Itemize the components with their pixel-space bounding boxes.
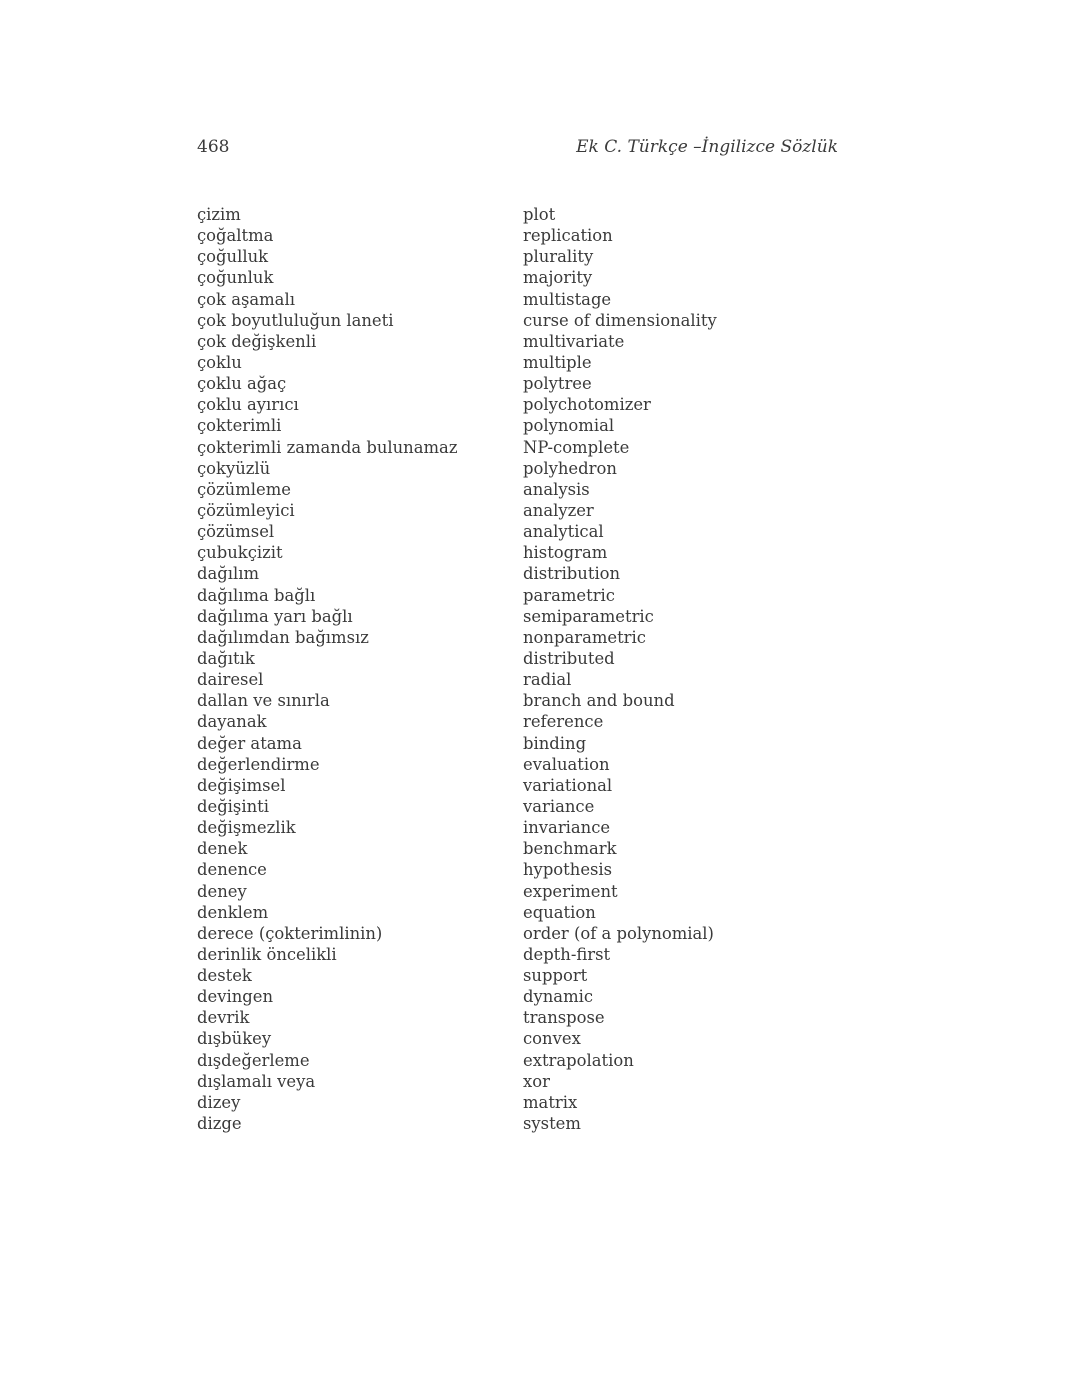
turkish-term: değişinti <box>197 796 269 816</box>
english-term: analysis <box>523 479 590 499</box>
glossary-entry <box>197 563 837 584</box>
english-term: polynomial <box>523 416 615 436</box>
turkish-term: çok aşamalı <box>197 289 295 309</box>
glossary-entry <box>197 437 837 458</box>
turkish-term: çoklu ayırıcı <box>197 395 299 415</box>
turkish-term: dışbükey <box>197 1029 272 1049</box>
glossary-entry <box>197 225 837 246</box>
english-term: support <box>523 966 588 986</box>
glossary-entry <box>197 796 837 817</box>
english-term: benchmark <box>523 839 617 859</box>
turkish-term: dizge <box>197 1114 242 1134</box>
glossary-entry <box>197 711 837 732</box>
glossary-entry <box>197 859 837 880</box>
english-term: evaluation <box>523 754 610 774</box>
turkish-term: dağılım <box>197 564 260 584</box>
glossary-list <box>197 204 837 1134</box>
glossary-entry <box>197 310 837 331</box>
turkish-term: çok boyutluluğun laneti <box>197 310 394 330</box>
english-term: transpose <box>523 1008 605 1028</box>
running-title: Ek C. Türkçe –İngilizce Sözlük <box>576 137 838 157</box>
glossary-entry <box>197 542 837 563</box>
english-term: variance <box>523 796 595 816</box>
turkish-term: denence <box>197 860 267 880</box>
glossary-entry <box>197 1007 837 1028</box>
english-term: binding <box>523 733 587 753</box>
english-term: extrapolation <box>523 1050 634 1070</box>
turkish-term: devrik <box>197 1008 250 1028</box>
english-term: multivariate <box>523 331 625 351</box>
english-term: polytree <box>523 374 592 394</box>
turkish-term: çokyüzlü <box>197 458 271 478</box>
turkish-term: çokterimli <box>197 416 282 436</box>
glossary-entry <box>197 754 837 775</box>
english-term: distribution <box>523 564 621 584</box>
glossary-entry <box>197 733 837 754</box>
turkish-term: dağıtık <box>197 648 255 668</box>
turkish-term: çoklu <box>197 352 242 372</box>
english-term: analyzer <box>523 500 594 520</box>
turkish-term: çoklu ağaç <box>197 374 287 394</box>
glossary-entry <box>197 373 837 394</box>
english-term: polychotomizer <box>523 395 651 415</box>
glossary-entry <box>197 289 837 310</box>
english-term: convex <box>523 1029 581 1049</box>
english-term: branch and bound <box>523 691 675 711</box>
turkish-term: çözümleyici <box>197 500 295 520</box>
turkish-term: denklem <box>197 902 269 922</box>
glossary-entry <box>197 394 837 415</box>
english-term: plurality <box>523 247 594 267</box>
glossary-entry <box>197 458 837 479</box>
turkish-term: deney <box>197 881 247 901</box>
english-term: semiparametric <box>523 606 654 626</box>
turkish-term: devingen <box>197 987 273 1007</box>
english-term: parametric <box>523 585 615 605</box>
turkish-term: çok değişkenli <box>197 331 317 351</box>
glossary-entry <box>197 902 837 923</box>
english-term: hypothesis <box>523 860 613 880</box>
turkish-term: değerlendirme <box>197 754 320 774</box>
english-term: distributed <box>523 648 615 668</box>
turkish-term: dayanak <box>197 712 267 732</box>
glossary-entry <box>197 479 837 500</box>
turkish-term: derinlik öncelikli <box>197 944 337 964</box>
english-term: system <box>523 1114 581 1134</box>
english-term: replication <box>523 226 613 246</box>
english-term: NP-complete <box>523 437 630 457</box>
turkish-term: dışdeğerleme <box>197 1050 310 1070</box>
english-term: order (of a polynomial) <box>523 923 714 943</box>
glossary-entry <box>197 606 837 627</box>
turkish-term: dizey <box>197 1092 241 1112</box>
turkish-term: dağılıma yarı bağlı <box>197 606 353 626</box>
page-number: 468 <box>197 137 230 157</box>
glossary-entry <box>197 246 837 267</box>
glossary-entry <box>197 838 837 859</box>
english-term: reference <box>523 712 604 732</box>
english-term: analytical <box>523 522 604 542</box>
glossary-entry <box>197 585 837 606</box>
turkish-term: dışlamalı veya <box>197 1071 316 1091</box>
glossary-entry <box>197 775 837 796</box>
glossary-entry <box>197 500 837 521</box>
page-header <box>197 136 838 160</box>
english-term: matrix <box>523 1092 578 1112</box>
english-term: dynamic <box>523 987 594 1007</box>
glossary-entry <box>197 331 837 352</box>
turkish-term: çizim <box>197 205 241 224</box>
turkish-term: çoğaltma <box>197 226 274 246</box>
glossary-entry <box>197 267 837 288</box>
glossary-entry <box>197 1028 837 1049</box>
glossary-entry <box>197 352 837 373</box>
turkish-term: dağılımdan bağımsız <box>197 627 369 647</box>
english-term: multiple <box>523 352 592 372</box>
turkish-term: değişimsel <box>197 775 286 795</box>
glossary-entry <box>197 627 837 648</box>
glossary-entry <box>197 944 837 965</box>
glossary-entry <box>197 986 837 1007</box>
glossary-entry <box>197 521 837 542</box>
turkish-term: değişmezlik <box>197 818 296 838</box>
english-term: plot <box>523 205 556 224</box>
turkish-term: çözümleme <box>197 479 291 499</box>
turkish-term: denek <box>197 839 248 859</box>
glossary-entry <box>197 881 837 902</box>
turkish-term: çözümsel <box>197 522 275 542</box>
glossary-entry <box>197 817 837 838</box>
glossary-entry <box>197 204 837 225</box>
english-term: xor <box>523 1071 550 1091</box>
turkish-term: dairesel <box>197 670 264 690</box>
english-term: invariance <box>523 818 611 838</box>
glossary-entry <box>197 690 837 711</box>
glossary-entry <box>197 669 837 690</box>
turkish-term: çoğunluk <box>197 268 274 288</box>
turkish-term: çoğulluk <box>197 247 269 267</box>
turkish-term: dağılıma bağlı <box>197 585 316 605</box>
turkish-term: destek <box>197 966 252 986</box>
english-term: equation <box>523 902 596 922</box>
glossary-entry <box>197 1071 837 1092</box>
english-term: majority <box>523 268 593 288</box>
english-term: variational <box>523 775 613 795</box>
turkish-term: çubukçizit <box>197 543 283 563</box>
turkish-term: dallan ve sınırla <box>197 691 330 711</box>
glossary-entry <box>197 965 837 986</box>
turkish-term: derece (çokterimlinin) <box>197 923 383 943</box>
glossary-entry <box>197 415 837 436</box>
turkish-term: çokterimli zamanda bulunamaz <box>197 437 458 457</box>
glossary-entry <box>197 923 837 944</box>
english-term: histogram <box>523 543 608 563</box>
turkish-term: değer atama <box>197 733 302 753</box>
english-term: nonparametric <box>523 627 646 647</box>
english-term: multistage <box>523 289 612 309</box>
glossary-entry <box>197 1113 837 1134</box>
glossary-entry <box>197 1092 837 1113</box>
english-term: radial <box>523 670 572 690</box>
english-term: polyhedron <box>523 458 617 478</box>
glossary-entry <box>197 648 837 669</box>
english-term: experiment <box>523 881 618 901</box>
english-term: curse of dimensionality <box>523 310 717 330</box>
glossary-entry <box>197 1050 837 1071</box>
english-term: depth-first <box>523 944 611 964</box>
